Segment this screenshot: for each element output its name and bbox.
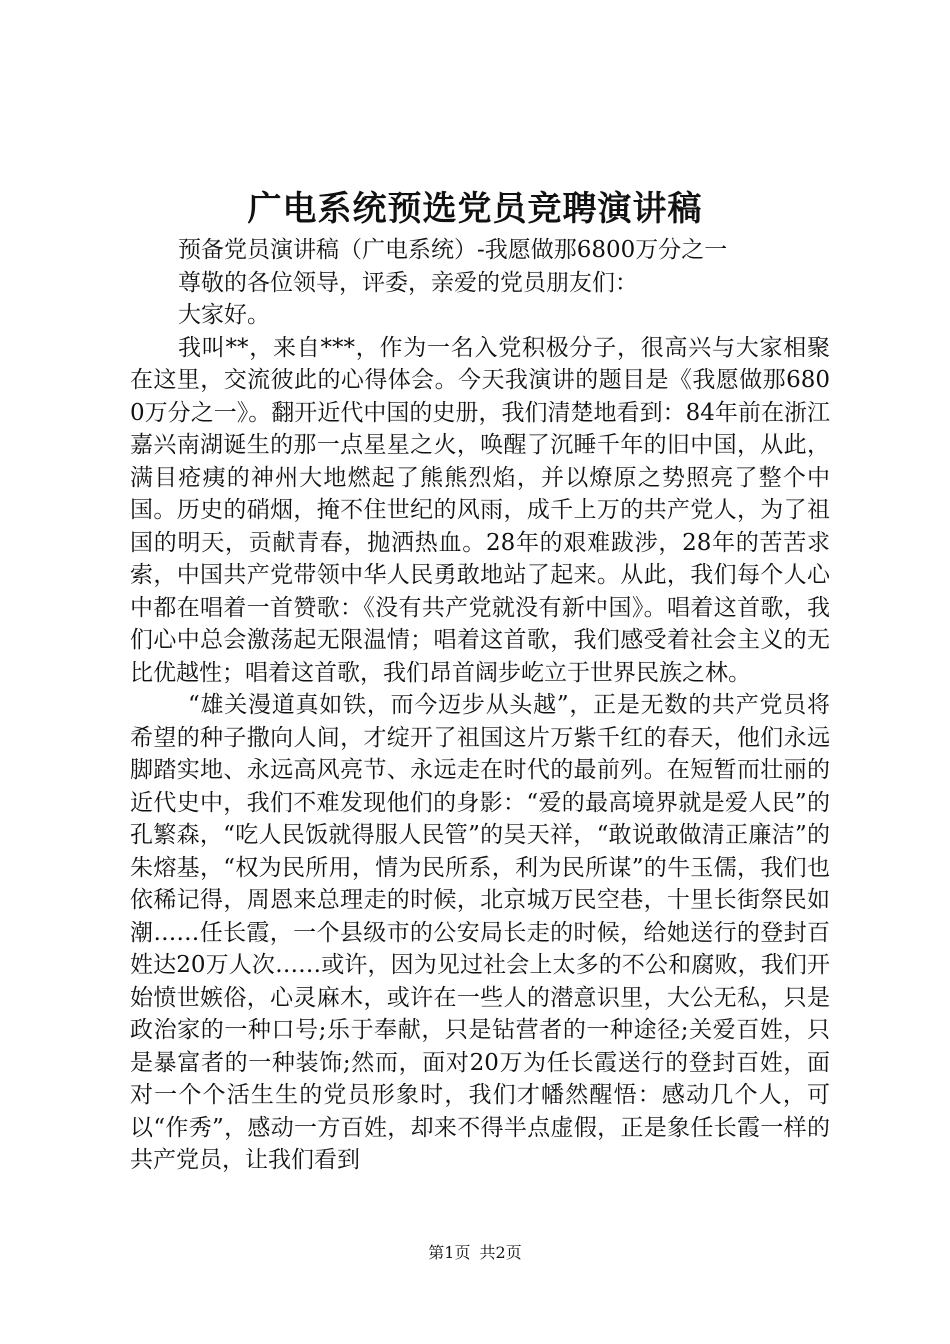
paragraph-body-1: 我叫**，来自***，作为一名入党积极分子，很高兴与大家相聚在这里，交流彼此的心得体会。今天我演讲的题目是《我愿做那6800万分之一》。翻开近代中国的史册，我们清楚地看到：84年前在浙江嘉兴南湖诞生的那一点星星之火，唤醒了沉睡千年的旧中国，从此，满目疮痍的神州大地燃起了熊熊烈焰，并以燎原之势照亮了整个中国。历史的硝烟，掩不住世纪的风雨，成千上万的共产党人，为了祖国的明天，贡献青春，抛洒热血。28年的艰难跋涉，28年的苦苦求索，中国共产党带领中华人民勇敢地站了起来。从此，我们每个人心中都在唱着一首赞歌：《没有共产党就没有新中国》。唱着这首歌，我们心中总会激荡起无限温情；唱着这首歌，我们感受着社会主义的无比优越性；唱着这首歌，我们昂首阔步屹立于世界民族之林。 xyxy=(130,334,830,686)
page-total: 共2页 xyxy=(479,1243,522,1262)
paragraph-body-2: “雄关漫道真如铁，而今迈步从头越”，正是无数的共产党员将希望的种子撒向人间，才绽开了祖国这片万紫千红的春天，他们永远脚踏实地、永远高风亮节、永远走在时代的最前列。在短暂而壮丽的近代史中，我们不难发现他们的身影：“爱的最高境界就是爱人民”的孔繁森，“吃人民饭就得服人民管”的吴天祥，“敢说敢做清正廉洁”的朱熔基，“权为民所用，情为民所系，利为民所谋”的牛玉儒，我们也依稀记得，周恩来总理走的时候，北京城万民空巷，十里长街祭民如潮……任长霞，一个县级市的公安局长走的时候，给她送行的登封百姓达20万人次……或许，因为见过社会上太多的不公和腐败，我们开始愤世嫉俗，心灵麻木，或许在一些人的潜意识里，大公无私，只是政治家的一种口号;乐于奉献，只是钻营者的一种途径;关爱百姓，只是暴富者的一种装饰;然而，面对20万为任长霞送行的登封百姓，面对一个个活生生的党员形象时，我们才幡然醒悟：感动几个人，可以“作秀”，感动一方百姓，却来不得半点虚假，正是象任长霞一样的共产党员，让我们看到 xyxy=(130,692,830,1173)
paragraph-subtitle: 预备党员演讲稿（广电系统）-我愿做那6800万分之一 xyxy=(178,237,728,263)
page-footer xyxy=(0,1242,950,1264)
paragraph-greeting: 大家好。 xyxy=(178,302,270,328)
paragraph-salutation: 尊敬的各位领导，评委，亲爱的党员朋友们： xyxy=(178,269,638,296)
document-body xyxy=(130,234,830,1177)
document-title: 广电系统预选党员竞聘演讲稿 xyxy=(247,189,703,229)
page-number: 第1页 xyxy=(428,1243,471,1262)
